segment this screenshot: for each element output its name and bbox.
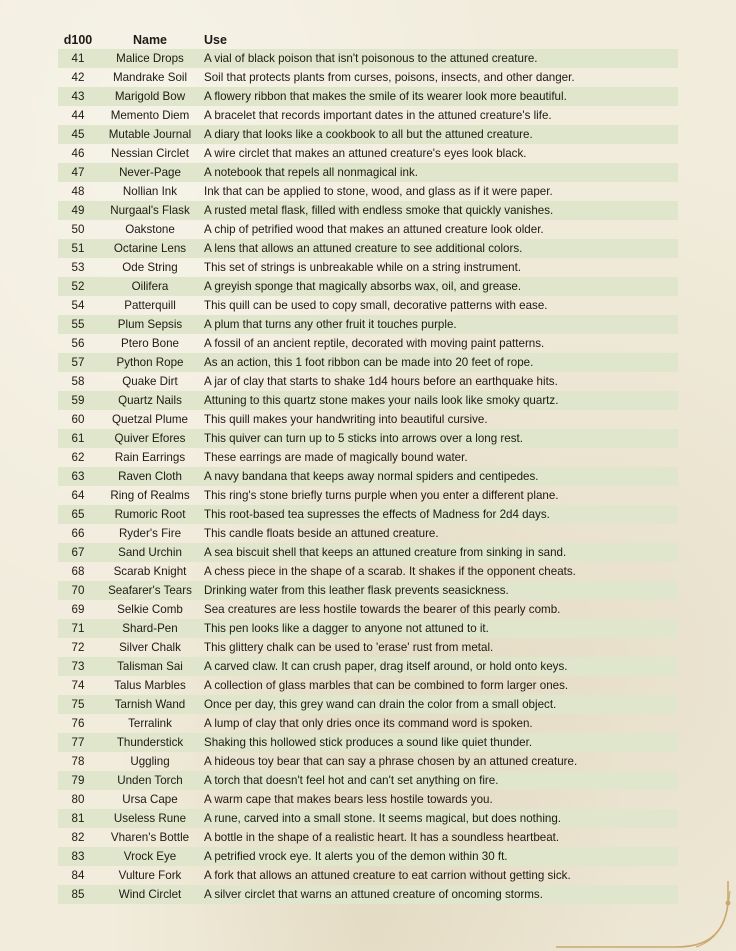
item-use-cell: A vial of black poison that isn't poisonous to the attuned creature. <box>202 49 678 68</box>
item-name-cell: Quetzal Plume <box>111 413 189 426</box>
roll-cell: 62 <box>71 451 85 464</box>
roll-cell: 44 <box>71 109 85 122</box>
item-name-cell: Mutable Journal <box>98 125 202 144</box>
item-name-cell: Malice Drops <box>98 49 202 68</box>
item-use-cell: A rusted metal flask, filled with endless smoke that quickly vanishes. <box>202 201 678 220</box>
roll-cell: 50 <box>71 223 85 236</box>
item-use-cell: Attuning to this quartz stone makes your nails look like smoky quartz. <box>202 391 678 410</box>
table-row <box>58 201 678 220</box>
roll-cell: 51 <box>58 239 98 258</box>
table-row <box>58 68 678 87</box>
page <box>58 30 678 904</box>
table-row <box>58 809 678 828</box>
item-name-cell: Terralink <box>128 717 172 730</box>
roll-cell: 79 <box>58 771 98 790</box>
item-name-cell: Raven Cloth <box>98 467 202 486</box>
item-use-cell: A navy bandana that keeps away normal spiders and centipedes. <box>202 467 678 486</box>
roll-cell: 72 <box>71 641 85 654</box>
table-row <box>58 524 678 543</box>
item-use-cell: A fork that allows an attuned creature to eat carrion without getting sick. <box>204 869 571 882</box>
table-row <box>58 277 678 296</box>
table-row <box>58 486 678 505</box>
item-name-cell: Ring of Realms <box>110 489 190 502</box>
item-name-cell: Vulture Fork <box>118 869 182 882</box>
table-row <box>58 771 678 790</box>
table-row <box>58 562 678 581</box>
item-name-cell: Quiver Efores <box>98 429 202 448</box>
item-use-cell: A hideous toy bear that can say a phrase chosen by an attuned creature. <box>204 755 578 768</box>
item-use-cell: These earrings are made of magically bound water. <box>204 451 468 464</box>
roll-cell: 41 <box>58 49 98 68</box>
item-name-cell: Shard-Pen <box>98 619 202 638</box>
table-row <box>58 657 678 676</box>
roll-cell: 77 <box>58 733 98 752</box>
table-row <box>58 220 678 239</box>
roll-cell: 58 <box>71 375 85 388</box>
item-name-cell: Talus Marbles <box>114 679 186 692</box>
roll-cell: 59 <box>58 391 98 410</box>
item-name-cell: Rain Earrings <box>114 451 186 464</box>
table-row <box>58 600 678 619</box>
roll-cell: 84 <box>71 869 85 882</box>
item-use-cell: A collection of glass marbles that can be combined to form larger ones. <box>204 679 569 692</box>
table-row <box>58 163 678 182</box>
item-use-cell: This root-based tea supresses the effects of Madness for 2d4 days. <box>202 505 678 524</box>
d100-item-table <box>58 30 678 904</box>
table-row <box>58 334 678 353</box>
item-name-cell: Oilifera <box>98 277 202 296</box>
roll-cell: 47 <box>58 163 98 182</box>
item-name-cell: Marigold Bow <box>98 87 202 106</box>
item-use-cell: A rune, carved into a small stone. It seems magical, but does nothing. <box>202 809 678 828</box>
roll-cell: 49 <box>58 201 98 220</box>
roll-cell: 45 <box>58 125 98 144</box>
item-name-cell: Quake Dirt <box>122 375 178 388</box>
roll-cell: 60 <box>71 413 85 426</box>
table-row <box>58 676 678 695</box>
item-name-cell: Nurgaal's Flask <box>98 201 202 220</box>
table-row <box>58 372 678 391</box>
item-name-cell: Mandrake Soil <box>112 71 188 84</box>
table-row <box>58 125 678 144</box>
roll-cell: 78 <box>71 755 85 768</box>
item-use-cell: A torch that doesn't feel hot and can't set anything on fire. <box>202 771 678 790</box>
roll-cell: 53 <box>71 261 85 274</box>
item-name-cell: Silver Chalk <box>119 641 181 654</box>
item-name-cell: Wind Circlet <box>98 885 202 904</box>
item-use-cell: A silver circlet that warns an attuned creature of oncoming storms. <box>202 885 678 904</box>
roll-cell: 68 <box>71 565 85 578</box>
header-name: Name <box>132 32 168 47</box>
item-name-cell: Vharen's Bottle <box>110 831 190 844</box>
table-row <box>58 87 678 106</box>
item-use-cell: A carved claw. It can crush paper, drag itself around, or hold onto keys. <box>202 657 678 676</box>
item-use-cell: Shaking this hollowed stick produces a sound like quiet thunder. <box>202 733 678 752</box>
table-row <box>58 847 678 866</box>
header-use: Use <box>204 32 227 47</box>
table-row <box>58 144 678 163</box>
item-use-cell: Ink that can be applied to stone, wood, and glass as if it were paper. <box>204 185 553 198</box>
table-row <box>58 391 678 410</box>
item-name-cell: Ode String <box>122 261 178 274</box>
item-name-cell: Never-Page <box>98 163 202 182</box>
item-use-cell: This pen looks like a dagger to anyone not attuned to it. <box>202 619 678 638</box>
roll-cell: 71 <box>58 619 98 638</box>
item-use-cell: A jar of clay that starts to shake 1d4 hours before an earthquake hits. <box>204 375 558 388</box>
roll-cell: 67 <box>58 543 98 562</box>
roll-cell: 80 <box>71 793 85 806</box>
roll-cell: 73 <box>58 657 98 676</box>
table-row <box>58 448 678 467</box>
item-use-cell: A bracelet that records important dates in the attuned creature's life. <box>204 109 552 122</box>
roll-cell: 64 <box>71 489 85 502</box>
item-use-cell: A fossil of an ancient reptile, decorated with moving paint patterns. <box>204 337 545 350</box>
item-name-cell: Vrock Eye <box>98 847 202 866</box>
item-name-cell: Octarine Lens <box>98 239 202 258</box>
roll-cell: 76 <box>71 717 85 730</box>
roll-cell: 65 <box>58 505 98 524</box>
item-use-cell: A notebook that repels all nonmagical ink. <box>202 163 678 182</box>
item-name-cell: Ursa Cape <box>122 793 178 806</box>
item-name-cell: Thunderstick <box>98 733 202 752</box>
roll-cell: 52 <box>58 277 98 296</box>
item-use-cell: A petrified vrock eye. It alerts you of the demon within 30 ft. <box>202 847 678 866</box>
item-use-cell: A bottle in the shape of a realistic heart. It has a soundless heartbeat. <box>204 831 560 844</box>
table-row <box>58 619 678 638</box>
item-use-cell: Soil that protects plants from curses, poisons, insects, and other danger. <box>204 71 575 84</box>
item-use-cell: A chip of petrified wood that makes an attuned creature look older. <box>204 223 544 236</box>
roll-cell: 74 <box>71 679 85 692</box>
item-use-cell: A plum that turns any other fruit it touches purple. <box>202 315 678 334</box>
table-row <box>58 714 678 733</box>
table-body <box>58 49 678 904</box>
item-use-cell: A warm cape that makes bears less hostile towards you. <box>204 793 493 806</box>
roll-cell: 56 <box>71 337 85 350</box>
item-name-cell: Ryder's Fire <box>118 527 182 540</box>
item-use-cell: This quill can be used to copy small, decorative patterns with ease. <box>204 299 548 312</box>
item-use-cell: This set of strings is unbreakable while on a string instrument. <box>204 261 522 274</box>
roll-cell: 61 <box>58 429 98 448</box>
item-use-cell: This ring's stone briefly turns purple when you enter a different plane. <box>204 489 559 502</box>
table-row <box>58 106 678 125</box>
item-name-cell: Tarnish Wand <box>98 695 202 714</box>
table-row <box>58 182 678 201</box>
roll-cell: 70 <box>58 581 98 600</box>
item-name-cell: Scarab Knight <box>113 565 187 578</box>
item-name-cell: Useless Rune <box>98 809 202 828</box>
item-name-cell: Patterquill <box>124 299 176 312</box>
roll-cell: 83 <box>58 847 98 866</box>
item-use-cell: A diary that looks like a cookbook to all but the attuned creature. <box>202 125 678 144</box>
table-row <box>58 695 678 714</box>
corner-flourish-icon <box>556 881 736 951</box>
item-use-cell: A greyish sponge that magically absorbs wax, oil, and grease. <box>202 277 678 296</box>
roll-cell: 81 <box>58 809 98 828</box>
item-name-cell: Rumoric Root <box>98 505 202 524</box>
roll-cell: 46 <box>71 147 85 160</box>
item-use-cell: A flowery ribbon that makes the smile of its wearer look more beautiful. <box>202 87 678 106</box>
table-row <box>58 410 678 429</box>
table-header <box>58 30 678 49</box>
roll-cell: 82 <box>71 831 85 844</box>
item-name-cell: Ptero Bone <box>120 337 179 350</box>
roll-cell: 42 <box>71 71 85 84</box>
table-row <box>58 353 678 372</box>
item-name-cell: Selkie Comb <box>117 603 183 616</box>
table-row <box>58 315 678 334</box>
item-use-cell: A wire circlet that makes an attuned creature's eyes look black. <box>204 147 527 160</box>
table-row <box>58 790 678 809</box>
table-row <box>58 543 678 562</box>
table-row <box>58 505 678 524</box>
roll-cell: 75 <box>58 695 98 714</box>
item-name-cell: Python Rope <box>98 353 202 372</box>
table-row <box>58 296 678 315</box>
table-row <box>58 752 678 771</box>
roll-cell: 43 <box>58 87 98 106</box>
roll-cell: 69 <box>71 603 85 616</box>
table-row <box>58 467 678 486</box>
table-row <box>58 581 678 600</box>
item-use-cell: This candle floats beside an attuned creature. <box>204 527 439 540</box>
item-name-cell: Nollian Ink <box>122 185 178 198</box>
item-use-cell: As an action, this 1 foot ribbon can be made into 20 feet of rope. <box>202 353 678 372</box>
roll-cell: 63 <box>58 467 98 486</box>
item-name-cell: Talisman Sai <box>98 657 202 676</box>
item-name-cell: Uggling <box>130 755 170 768</box>
item-name-cell: Oakstone <box>125 223 175 236</box>
roll-cell: 57 <box>58 353 98 372</box>
roll-cell: 66 <box>71 527 85 540</box>
item-use-cell: Once per day, this grey wand can drain the color from a small object. <box>202 695 678 714</box>
header-d100: d100 <box>63 32 93 47</box>
item-name-cell: Quartz Nails <box>98 391 202 410</box>
item-use-cell: This quiver can turn up to 5 sticks into arrows over a long rest. <box>202 429 678 448</box>
table-row <box>58 733 678 752</box>
roll-cell: 85 <box>58 885 98 904</box>
table-row <box>58 49 678 68</box>
roll-cell: 48 <box>71 185 85 198</box>
item-use-cell: Drinking water from this leather flask prevents seasickness. <box>202 581 678 600</box>
table-row <box>58 638 678 657</box>
item-name-cell: Unden Torch <box>98 771 202 790</box>
item-use-cell: This quill makes your handwriting into beautiful cursive. <box>204 413 488 426</box>
item-name-cell: Sand Urchin <box>98 543 202 562</box>
item-use-cell: A chess piece in the shape of a scarab. It shakes if the opponent cheats. <box>204 565 576 578</box>
table-row <box>58 239 678 258</box>
item-name-cell: Seafarer's Tears <box>98 581 202 600</box>
item-use-cell: A sea biscuit shell that keeps an attuned creature from sinking in sand. <box>202 543 678 562</box>
item-use-cell: A lens that allows an attuned creature to see additional colors. <box>202 239 678 258</box>
item-name-cell: Nessian Circlet <box>111 147 189 160</box>
table-row <box>58 258 678 277</box>
item-use-cell: This glittery chalk can be used to 'erase' rust from metal. <box>204 641 494 654</box>
item-name-cell: Memento Diem <box>110 109 190 122</box>
item-name-cell: Plum Sepsis <box>98 315 202 334</box>
table-row <box>58 828 678 847</box>
table-row <box>58 429 678 448</box>
item-use-cell: Sea creatures are less hostile towards the bearer of this pearly comb. <box>204 603 561 616</box>
roll-cell: 54 <box>71 299 85 312</box>
item-use-cell: A lump of clay that only dries once its command word is spoken. <box>204 717 533 730</box>
roll-cell: 55 <box>58 315 98 334</box>
